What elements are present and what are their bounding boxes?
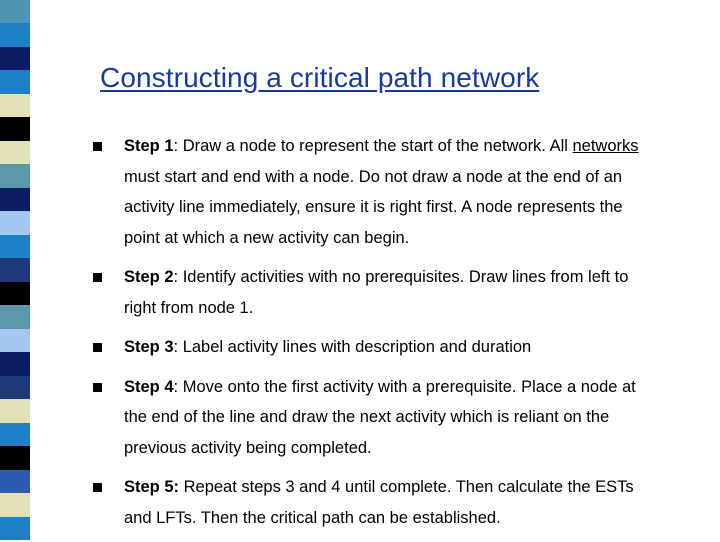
step-text: Step 4: Move onto the first activity with a prerequisite. Place a node at the end of the line and draw the next activity which is reliant on the previous activity being completed. xyxy=(124,377,636,457)
step-item-2 xyxy=(93,262,703,323)
step-label: Step 1 xyxy=(124,137,174,155)
step-text: Step 3: Label activity lines with description and duration xyxy=(124,338,532,356)
step-text: Step 2: Identify activities with no prerequisites. Draw lines from left to right from node 1. xyxy=(124,268,629,317)
stripe-block xyxy=(0,117,30,140)
stripe-block xyxy=(0,188,30,211)
stripe-block xyxy=(0,164,30,187)
step-label: Step 4 xyxy=(124,377,174,396)
stripe-block xyxy=(0,329,30,352)
square-bullet-icon xyxy=(93,142,102,151)
underlined-word: networks xyxy=(572,137,639,155)
stripe-block xyxy=(0,352,30,375)
stripe-block xyxy=(0,423,30,446)
square-bullet-icon xyxy=(93,383,102,392)
stripe-block xyxy=(0,493,30,516)
stripe-block xyxy=(0,47,30,70)
step-list xyxy=(93,131,703,542)
stripe-block xyxy=(0,0,30,23)
square-bullet-icon xyxy=(93,483,102,492)
stripe-block xyxy=(0,258,30,281)
step-item-5 xyxy=(93,472,703,533)
stripe-block xyxy=(0,235,30,258)
step-item-1 xyxy=(93,131,703,253)
decorative-left-stripe xyxy=(0,0,30,540)
step-label: Step 3 xyxy=(124,338,174,356)
stripe-block xyxy=(0,446,30,469)
slide-title: Constructing a critical path network xyxy=(100,62,540,93)
step-item-4 xyxy=(93,372,703,464)
stripe-block xyxy=(0,399,30,422)
stripe-block xyxy=(0,211,30,234)
square-bullet-icon xyxy=(93,273,102,282)
step-label: Step 2 xyxy=(124,268,174,286)
stripe-block xyxy=(0,470,30,493)
step-text: Step 1: Draw a node to represent the start of the network. All networks must start and end with a node. Do not draw a node at the end of an activity line immediately, ensure it is right first. A node represents the point at which a new activity can begin. xyxy=(124,137,639,247)
step-label: Step 5: xyxy=(124,478,180,496)
stripe-block xyxy=(0,282,30,305)
stripe-block xyxy=(0,305,30,328)
stripe-block xyxy=(0,23,30,46)
step-text: Step 5: Repeat steps 3 and 4 until complete. Then calculate the ESTs and LFTs. Then the critical path can be established. xyxy=(124,478,634,527)
step-item-3 xyxy=(93,332,703,363)
square-bullet-icon xyxy=(93,343,102,352)
stripe-block xyxy=(0,376,30,399)
stripe-block xyxy=(0,141,30,164)
stripe-block xyxy=(0,94,30,117)
stripe-block xyxy=(0,517,30,540)
stripe-block xyxy=(0,70,30,93)
